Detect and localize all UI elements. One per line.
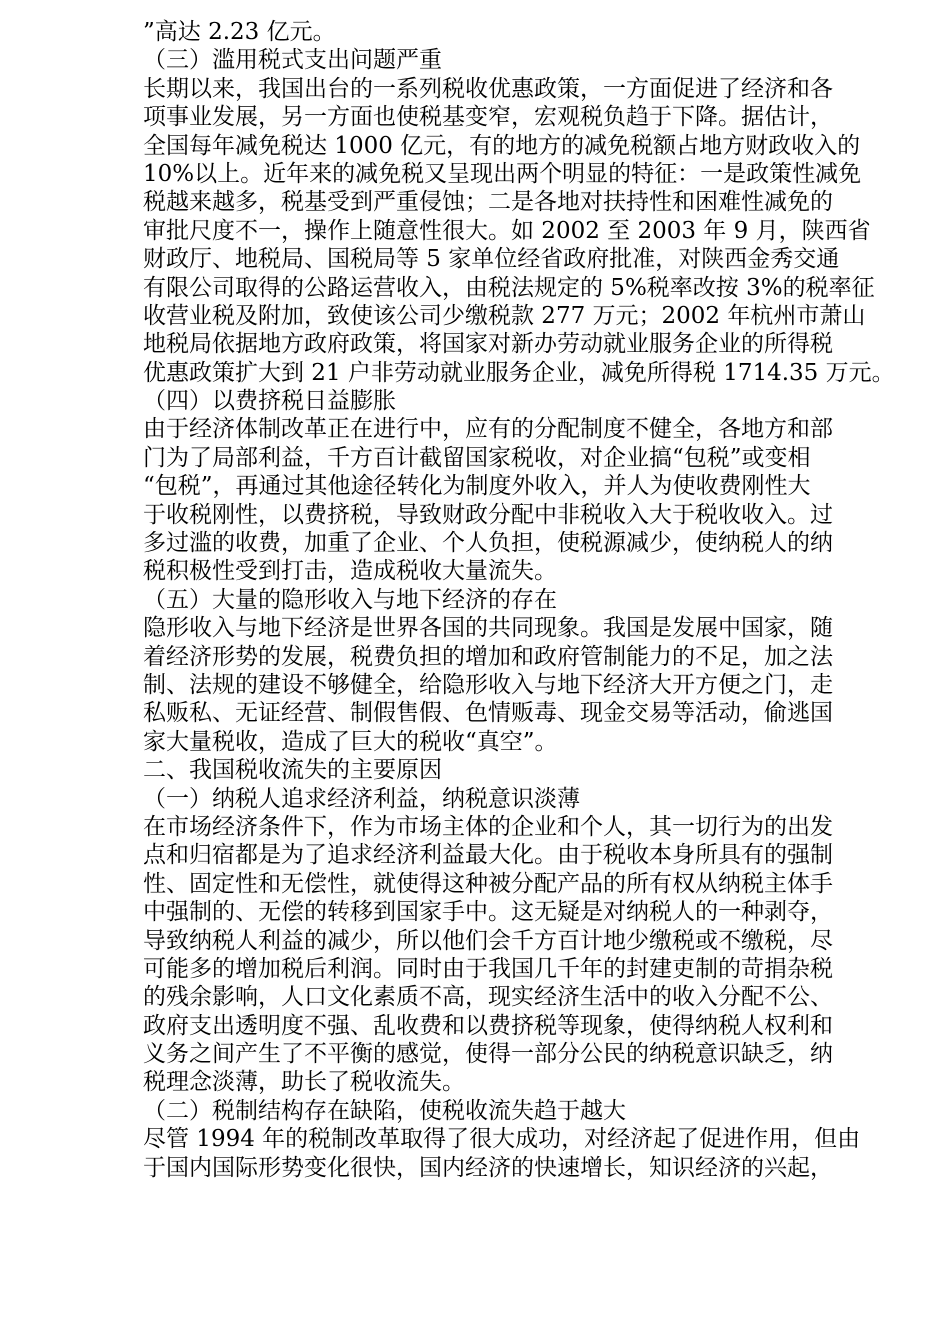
text-line: 10%以上。近年来的减免税又呈现出两个明显的特征：一是政策性减免 xyxy=(143,160,862,187)
text-line: 私贩私、无证经营、制假售假、色情贩毒、现金交易等活动，偷逃国 xyxy=(143,700,833,727)
text-line: 义务之间产生了不平衡的感觉，使得一部分公民的纳税意识缺乏，纳 xyxy=(143,1041,833,1068)
text-line: 于国内国际形势变化很快，国内经济的快速增长，知识经济的兴起， xyxy=(143,1154,833,1181)
text-line: 收营业税及附加，致使该公司少缴税款 277 万元；2002 年杭州市萧山 xyxy=(143,302,866,329)
section-heading: （一）纳税人追求经济利益，纳税意识淡薄 xyxy=(143,785,580,812)
section-heading: （四）以费挤税日益膨胀 xyxy=(143,388,396,415)
text-line: 可能多的增加税后利润。同时由于我国几千年的封建吏制的苛捐杂税 xyxy=(143,955,833,982)
text-line: 的残余影响，人口文化素质不高，现实经济生活中的收入分配不公、 xyxy=(143,984,833,1011)
text-line: “包税”，再通过其他途径转化为制度外收入，并人为使收费刚性大 xyxy=(143,473,811,500)
section-heading: （二）税制结构存在缺陷，使税收流失趋于越大 xyxy=(143,1097,626,1124)
text-line: 审批尺度不一，操作上随意性很大。如 2002 至 2003 年 9 月，陕西省 xyxy=(143,217,871,244)
text-line: 项事业发展，另一方面也使税基变窄，宏观税负趋于下降。据估计， xyxy=(143,104,833,131)
text-line: 中强制的、无偿的转移到国家手中。这无疑是对纳税人的一种剥夺， xyxy=(143,899,833,926)
text-line: 长期以来，我国出台的一系列税收优惠政策，一方面促进了经济和各 xyxy=(143,75,833,102)
text-line: 尽管 1994 年的税制改革取得了很大成功，对经济起了促进作用，但由 xyxy=(143,1126,861,1153)
chapter-heading: 二、我国税收流失的主要原因 xyxy=(143,757,442,784)
text-line: 税积极性受到打击，造成税收大量流失。 xyxy=(143,558,557,585)
text-line: 由于经济体制改革正在进行中，应有的分配制度不健全，各地方和部 xyxy=(143,416,833,443)
text-line: 着经济形势的发展，税费负担的增加和政府管制能力的不足，加之法 xyxy=(143,643,833,670)
section-heading: （三）滥用税式支出问题严重 xyxy=(143,47,442,74)
text-line: 多过滥的收费，加重了企业、个人负担，使税源减少，使纳税人的纳 xyxy=(143,530,833,557)
text-line: 财政厅、地税局、国税局等 5 家单位经省政府批准，对陕西金秀交通 xyxy=(143,246,840,273)
text-line: 全国每年减免税达 1000 亿元，有的地方的减免税额占地方财政收入的 xyxy=(143,132,861,159)
text-line: 于收税刚性，以费挤税，导致财政分配中非税收入大于税收收入。过 xyxy=(143,501,833,528)
text-line: 门为了局部利益，千方百计截留国家税收，对企业搞“包税”或变相 xyxy=(143,444,811,471)
text-line: 导致纳税人利益的减少，所以他们会千方百计地少缴税或不缴税，尽 xyxy=(143,927,833,954)
text-line: 政府支出透明度不强、乱收费和以费挤税等现象，使得纳税人权利和 xyxy=(143,1012,833,1039)
text-line: ”高达 2.23 亿元。 xyxy=(143,19,336,45)
text-line: 优惠政策扩大到 21 户非劳动就业服务企业，减免所得税 1714.35 万元。 xyxy=(143,359,895,386)
text-line: 性、固定性和无偿性，就使得这种被分配产品的所有权从纳税主体手 xyxy=(143,870,833,897)
text-line: 在市场经济条件下，作为市场主体的企业和个人，其一切行为的出发 xyxy=(143,813,833,840)
text-line: 有限公司取得的公路运营收入，由税法规定的 5%税率改按 3%的税率征 xyxy=(143,274,875,301)
text-line: 税越来越多，税基受到严重侵蚀；二是各地对扶持性和困难性减免的 xyxy=(143,189,833,216)
text-line: 隐形收入与地下经济是世界各国的共同现象。我国是发展中国家，随 xyxy=(143,615,833,642)
section-heading: （五）大量的隐形收入与地下经济的存在 xyxy=(143,586,557,613)
text-line: 税理念淡薄，助长了税收流失。 xyxy=(143,1069,465,1096)
text-line: 制、法规的建设不够健全，给隐形收入与地下经济大开方便之门，走 xyxy=(143,671,833,698)
text-line: 点和归宿都是为了追求经济利益最大化。由于税收本身所具有的强制 xyxy=(143,842,833,869)
text-line: 家大量税收，造成了巨大的税收“真空”。 xyxy=(143,728,558,755)
document-page xyxy=(143,18,895,1182)
text-line: 地税局依据地方政府政策，将国家对新办劳动就业服务企业的所得税 xyxy=(143,331,833,358)
